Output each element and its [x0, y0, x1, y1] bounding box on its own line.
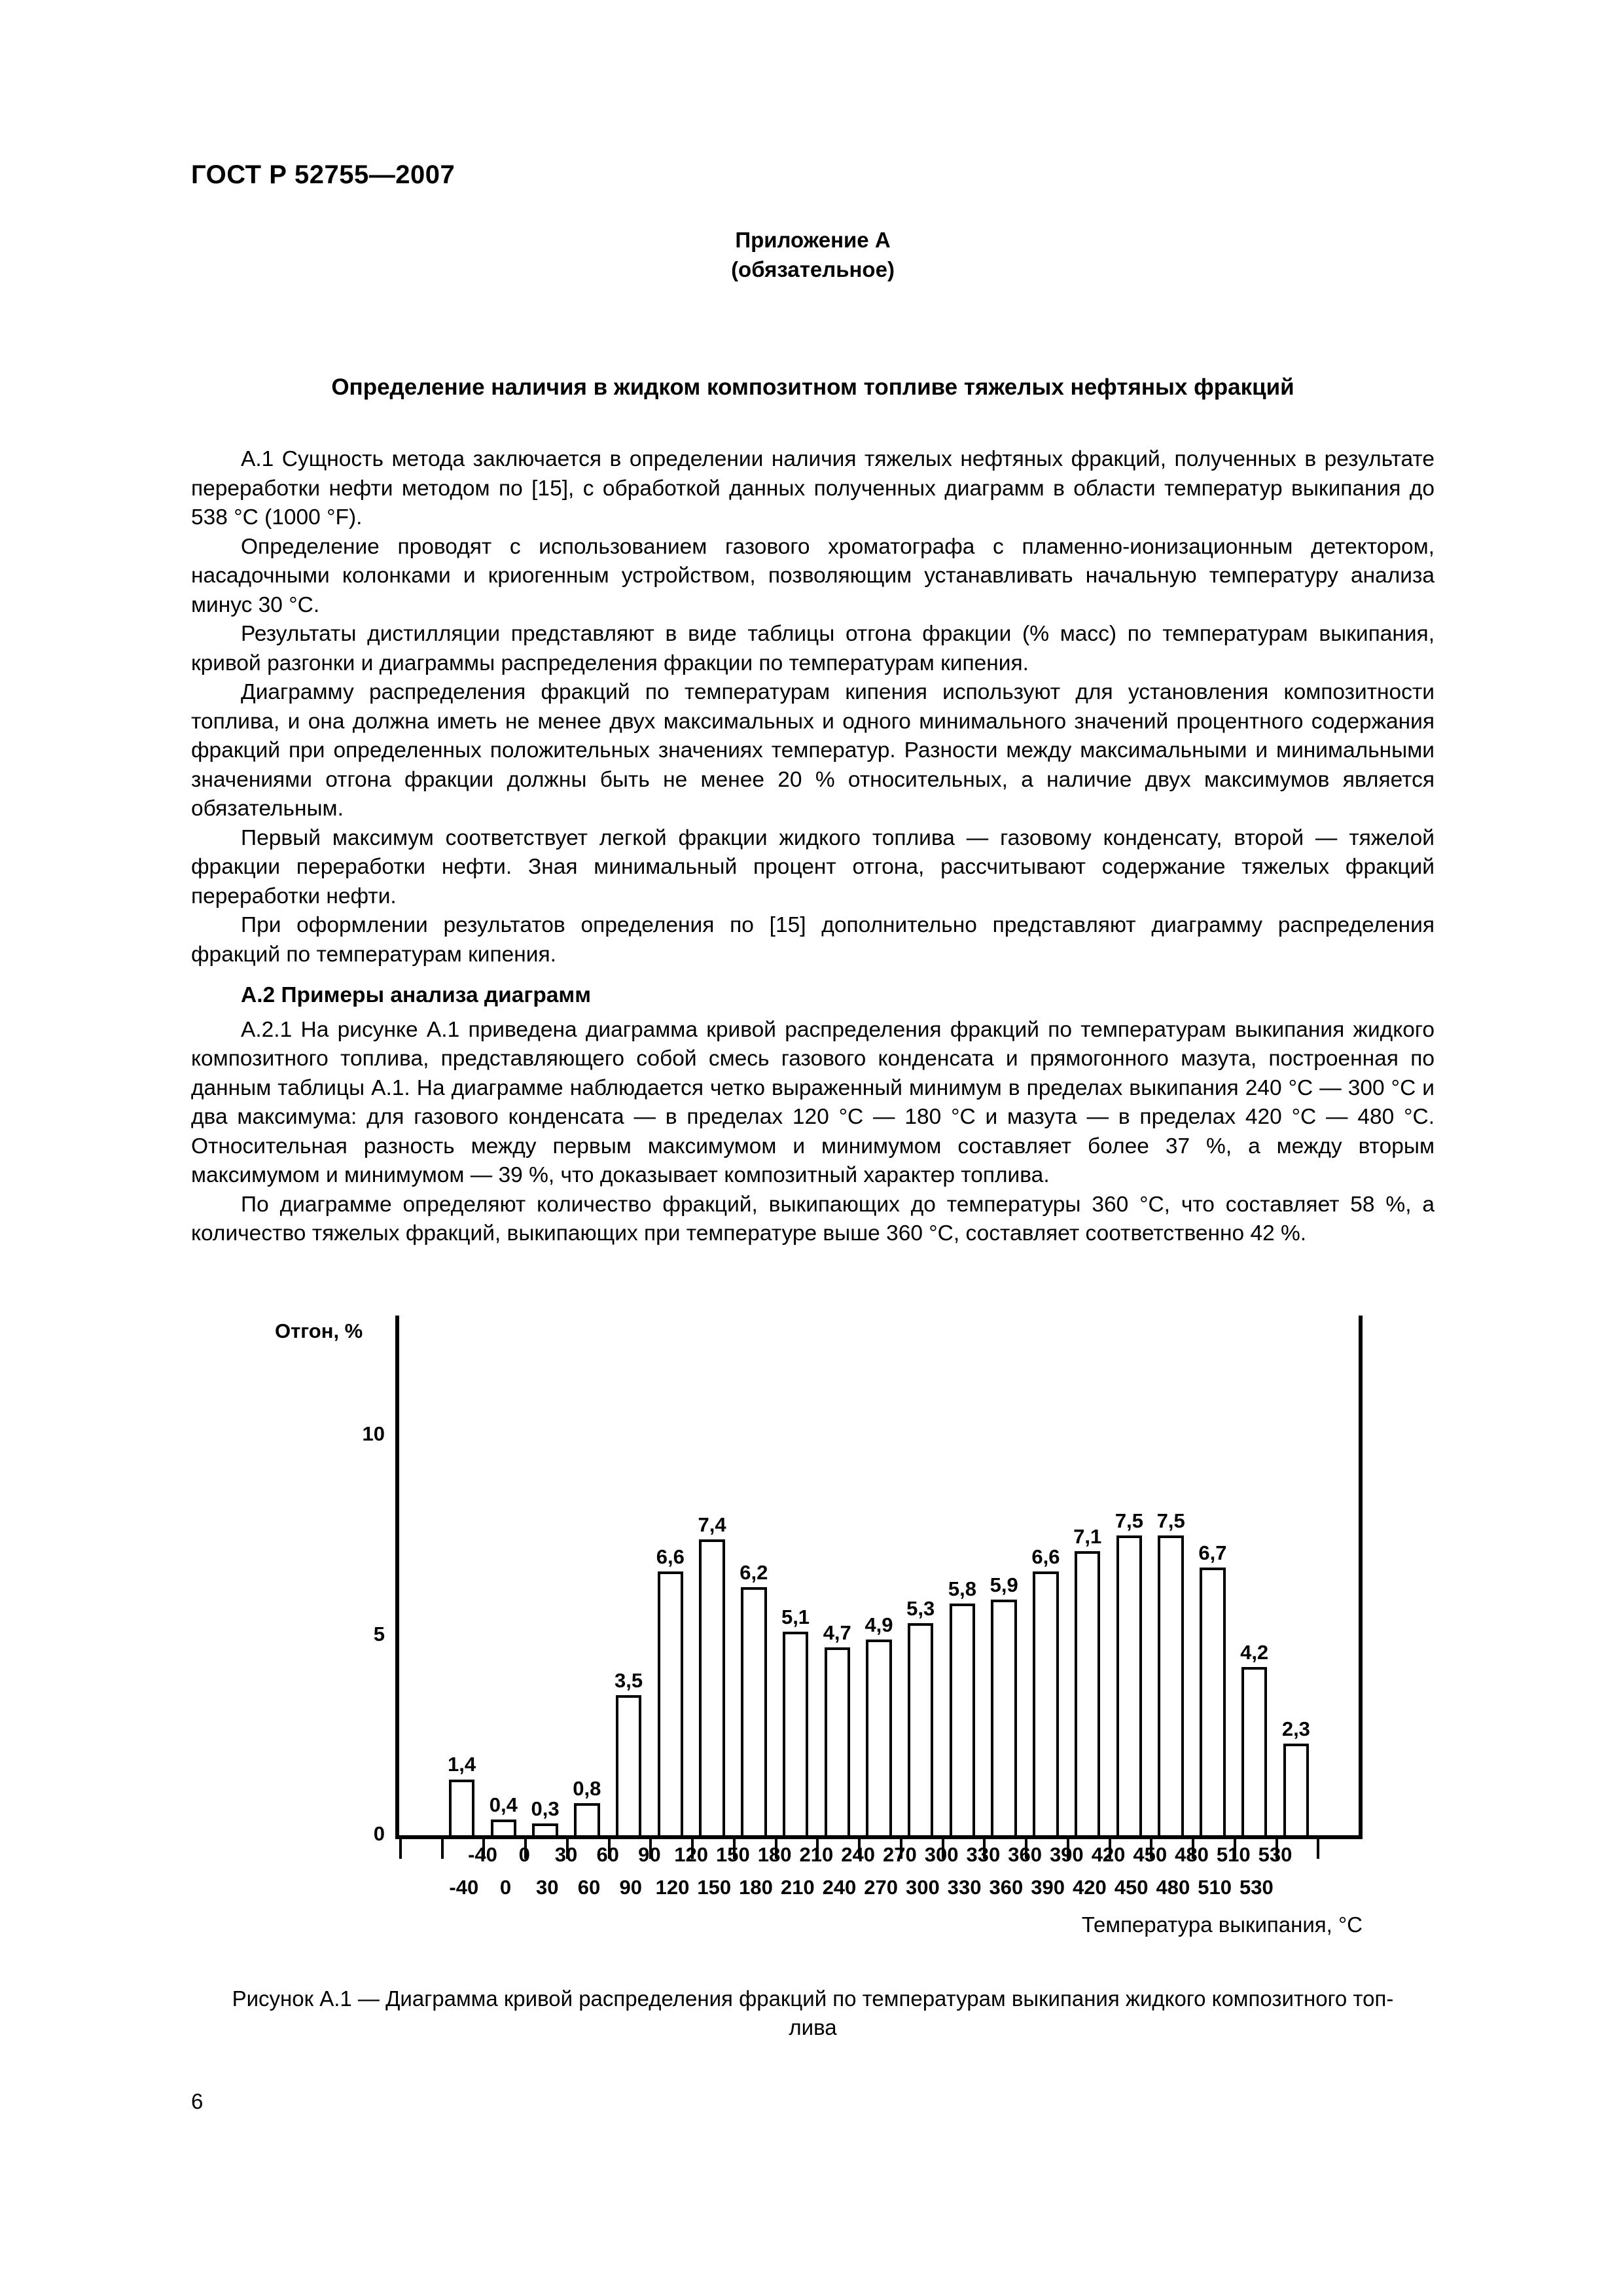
bar-value-label: 6,7	[1198, 1541, 1227, 1564]
bar	[491, 1820, 517, 1835]
bar	[1283, 1744, 1310, 1835]
x-tick-label: 420	[1091, 1843, 1126, 1866]
bar	[908, 1623, 934, 1835]
bar-value-label: 3,5	[615, 1669, 643, 1693]
bar-value-label: 6,2	[740, 1561, 768, 1585]
bar-value-label: 2,3	[1281, 1717, 1310, 1740]
figure-caption-line1: Рисунок А.1 — Диаграмма кривой распределения фракций по температурам выкипания жидкого композитного топ-	[232, 1986, 1394, 2011]
x-tick-label-secondary: 240	[822, 1876, 857, 1899]
bar	[1116, 1535, 1143, 1835]
bar-value-label: 5,3	[906, 1597, 935, 1621]
x-tick-label: 300	[924, 1843, 959, 1866]
bar-value-label: 5,1	[781, 1605, 810, 1628]
bar	[658, 1571, 684, 1835]
bar-value-label: 7,5	[1115, 1509, 1143, 1532]
bar	[866, 1640, 892, 1835]
x-tick-label-secondary: -40	[449, 1876, 479, 1899]
figure-caption-line2: лива	[789, 2015, 837, 2039]
x-tick-label: 0	[518, 1843, 530, 1866]
x-tick-label-secondary: 510	[1198, 1876, 1232, 1899]
section-heading: Определение наличия в жидком композитном топливе тяжелых нефтяных фракций	[331, 374, 1294, 400]
bar	[616, 1695, 642, 1835]
bar	[825, 1647, 851, 1835]
bar	[1158, 1535, 1184, 1835]
x-tick-labels-row1	[191, 1843, 1435, 1872]
x-tick-label-secondary: 180	[739, 1876, 773, 1899]
bar-value-label: 5,9	[990, 1573, 1018, 1596]
x-tick-label-secondary: 120	[655, 1876, 690, 1899]
bar-value-label: 0,4	[489, 1793, 518, 1816]
bar-value-label: 4,2	[1240, 1641, 1269, 1664]
x-tick-label: 390	[1049, 1843, 1084, 1866]
body-text	[191, 445, 1435, 1249]
x-tick-label: 210	[799, 1843, 834, 1866]
annex-heading-block	[191, 226, 1435, 284]
x-tick-label-secondary: 450	[1114, 1876, 1149, 1899]
x-tick-label-secondary: 530	[1239, 1876, 1274, 1899]
standard-number-header: ГОСТ Р 52755—2007	[191, 160, 455, 189]
x-tick-label-secondary: 390	[1031, 1876, 1065, 1899]
x-tick-label-secondary: 330	[947, 1876, 982, 1899]
bar-value-label: 1,4	[448, 1753, 476, 1776]
x-tick-labels-row2	[191, 1876, 1435, 1905]
x-tick-label-secondary: 300	[906, 1876, 940, 1899]
bar	[532, 1823, 558, 1835]
x-tick-label-secondary: 270	[864, 1876, 899, 1899]
x-tick-label: 240	[841, 1843, 875, 1866]
paragraph-reporting: При оформлении результатов определения по [15] дополнительно представляют диаграмму распределения фракций по температурам кипения.	[191, 913, 1435, 967]
bar	[699, 1539, 725, 1835]
bar	[574, 1803, 600, 1835]
x-tick-label: 360	[1008, 1843, 1042, 1866]
bar-value-label: 0,8	[573, 1777, 601, 1801]
bar	[783, 1632, 809, 1835]
bar-value-label: 7,5	[1156, 1509, 1185, 1532]
x-tick-label: 120	[674, 1843, 709, 1866]
bar	[449, 1780, 475, 1836]
bar	[1200, 1568, 1226, 1835]
figure-caption	[191, 1984, 1435, 2042]
figure-a1	[191, 1309, 1435, 1964]
x-tick-label-secondary: 90	[619, 1876, 642, 1899]
x-tick-label: 330	[966, 1843, 1001, 1866]
bar-value-label: 7,1	[1073, 1525, 1102, 1549]
plot-area	[399, 1316, 1359, 1835]
x-tick-label: 150	[716, 1843, 750, 1866]
annex-subtitle: (обязательное)	[731, 257, 895, 281]
bar-value-label: 7,4	[698, 1513, 726, 1537]
bar-value-label: 6,6	[1031, 1545, 1060, 1568]
bar-value-label: 4,9	[865, 1613, 893, 1636]
bar-value-label: 5,8	[948, 1577, 977, 1600]
x-tick-label: 60	[596, 1843, 619, 1866]
x-tick-label: 30	[554, 1843, 578, 1866]
paragraph-a1: А.1 Сущность метода заключается в определении наличия тяжелых нефтяных фракций, полученных в результате переработки нефти методом по [15], с обработкой данных полученных диаграмм в области температур выкипания до 538 °С (1000 °F).	[191, 447, 1435, 529]
x-tick-label-secondary: 480	[1156, 1876, 1190, 1899]
y-axis-label: Отгон, %	[275, 1319, 363, 1342]
x-tick-label: -40	[468, 1843, 497, 1866]
x-axis-label: Температура выкипания, °С	[1081, 1912, 1363, 1937]
x-tick-label: 450	[1133, 1843, 1168, 1866]
x-tick-label-secondary: 420	[1073, 1876, 1107, 1899]
x-tick-label: 510	[1216, 1843, 1251, 1866]
x-tick-label: 270	[882, 1843, 917, 1866]
x-tick-label-secondary: 30	[536, 1876, 559, 1899]
x-tick-label: 480	[1175, 1843, 1209, 1866]
bar-value-label: 0,3	[531, 1797, 560, 1820]
bar	[1075, 1551, 1101, 1835]
y-tick-label: 0	[373, 1822, 385, 1845]
x-tick-label: 530	[1258, 1843, 1293, 1866]
x-tick-label: 180	[757, 1843, 792, 1866]
annex-title: Приложение А	[735, 228, 891, 252]
paragraph-diagram-use: Диаграмму распределения фракций по температурам кипения используют для установления композитности топлива, и она должна иметь не менее двух максимальных и одного минимального значений процентного содержания фракций при определенных положительных значениях температур. Разности между максимальными и минимальными значениями отгона фракции должны быть не менее 20 % относительных, а наличие двух максимумов является обязательным.	[191, 680, 1435, 821]
y-tick-label: 10	[362, 1422, 385, 1446]
bar	[950, 1604, 976, 1835]
x-tick-label-secondary: 210	[780, 1876, 815, 1899]
paragraph-distillation: Результаты дистилляции представляют в виде таблицы отгона фракции (% масс) по температурам выкипания, кривой разгонки и диаграммы распределения фракции по температурам кипения.	[191, 622, 1435, 675]
bar	[1241, 1667, 1268, 1835]
chart	[191, 1309, 1435, 1937]
x-tick-label-secondary: 150	[697, 1876, 732, 1899]
x-tick-label-secondary: 0	[499, 1876, 512, 1899]
paragraph-a21-summary: По диаграмме определяют количество фракций, выкипающих до температуры 360 °С, что составляет 58 %, а количество тяжелых фракций, выкипающих при температуре выше 360 °С, составляет соответственно 42 %.	[191, 1192, 1435, 1246]
x-tick-label: 90	[638, 1843, 661, 1866]
bar-value-label: 4,7	[823, 1621, 851, 1644]
right-border-line	[1359, 1316, 1363, 1839]
bar-value-label: 6,6	[656, 1545, 685, 1568]
paragraph-equipment: Определение проводят с использованием газового хроматографа с пламенно-ионизационным детектором, насадочными колонками и криогенным устройством, позволяющим устанавливать начальную температуру анализа минус 30 °С.	[191, 534, 1435, 617]
x-tick-label-secondary: 60	[577, 1876, 601, 1899]
x-tick-label-secondary: 360	[989, 1876, 1024, 1899]
paragraph-maxima: Первый максимум соответствует легкой фракции жидкого топлива — газовому конденсату, второй — тяжелой фракции переработки нефти. Зная минимальный процент отгона, рассчитывают содержание тяжелых фракций переработки нефти.	[191, 825, 1435, 908]
y-tick-label: 5	[373, 1622, 385, 1645]
bar	[741, 1587, 767, 1835]
page-number: 6	[191, 2089, 204, 2113]
bar	[991, 1600, 1017, 1835]
bar	[1033, 1571, 1059, 1835]
subsection-heading-a2: А.2 Примеры анализа диаграмм	[241, 983, 591, 1007]
paragraph-a21: А.2.1 На рисунке А.1 приведена диаграмма кривой распределения фракций по температурам выкипания жидкого композитного топлива, представляющего собой смесь газового конденсата и прямогонного мазута, построенная по данным таблицы А.1. На диаграмме наблюдается четко выраженный минимум в пределах выкипания 240 °С — 300 °С и два максимума: для газового конденсата — в пределах 120 °С — 180 °С и мазута — в пределах 420 °С — 480 °С. Относительная разность между первым максимумом и минимумом составляет более 37 %, а между вторым максимумом и минимумом — 39 %, что доказывает композитный характер топлива.	[191, 1017, 1435, 1187]
